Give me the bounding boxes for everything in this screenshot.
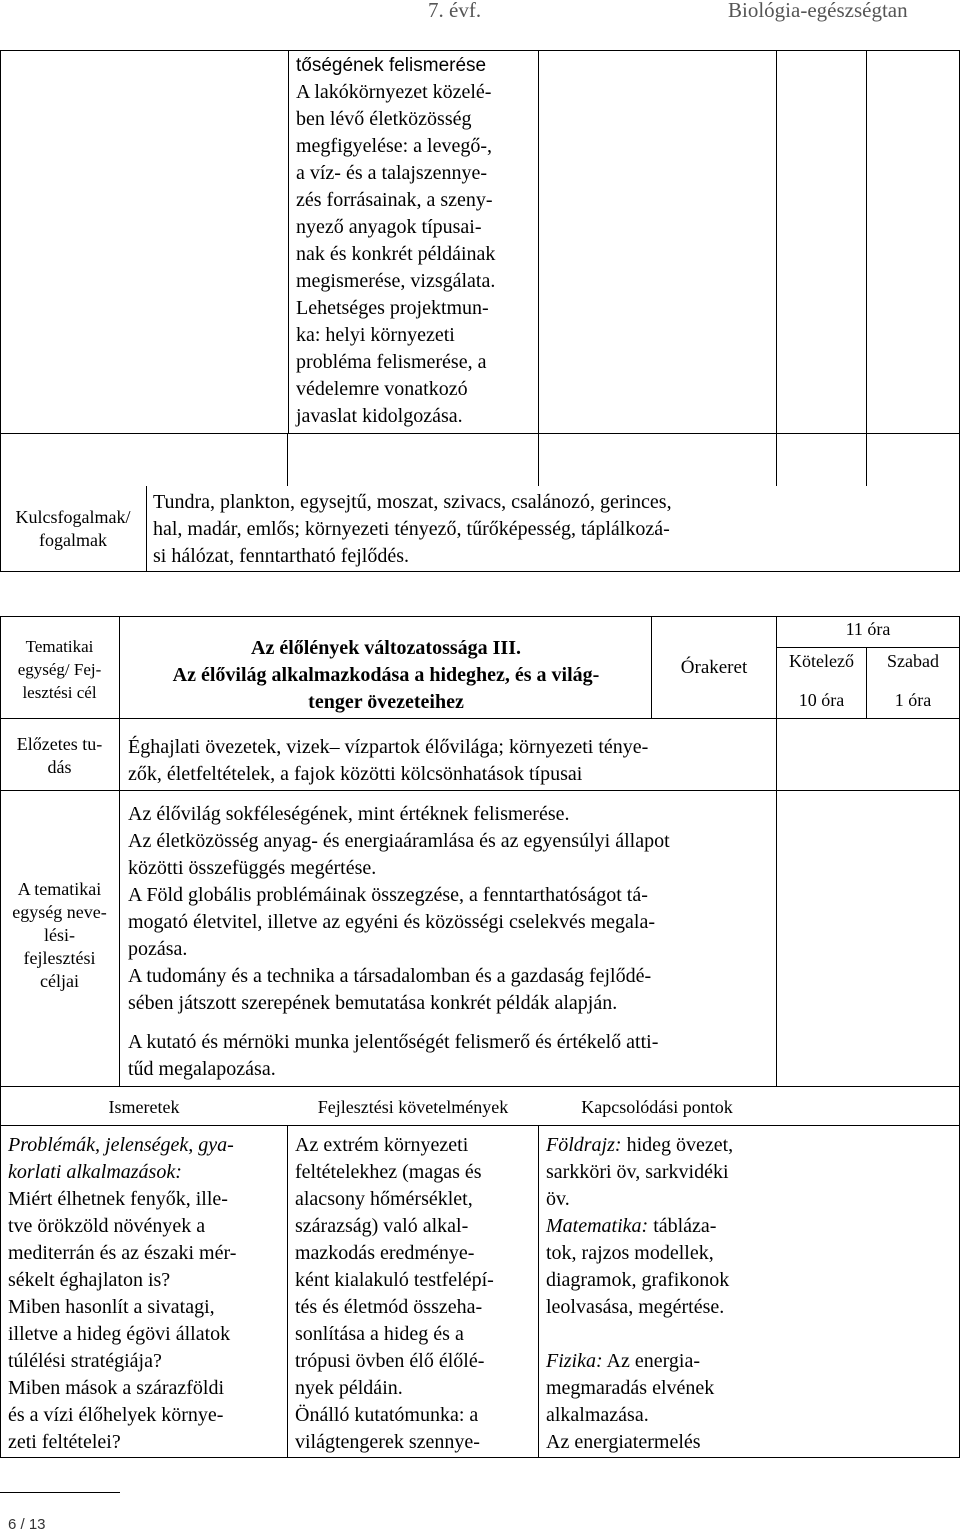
- math-subject: Matematika:: [546, 1215, 649, 1237]
- text-line: a víz- és a talajszennye-: [296, 162, 488, 184]
- math-line: Matematika: tábláza-: [546, 1215, 717, 1237]
- continued-line: tőségének felismerése: [296, 55, 487, 76]
- unit-label: Tematikai egység/ Fej- lesztési cél: [17, 637, 102, 702]
- subject-label: Biológia-egészségtan: [728, 0, 908, 22]
- goals-label: A tematikai egység neve- lési- fejlesztési céljai: [12, 879, 107, 991]
- free-hours: 1 óra: [894, 690, 932, 710]
- text-line: ka: helyi környezeti: [296, 324, 455, 346]
- text-line: Lehetséges projektmun-: [296, 297, 489, 319]
- text-line: nak és konkrét példáinak: [296, 243, 496, 265]
- text-line: zés forrásainak, a szeny-: [296, 189, 493, 211]
- col-header-requirements: Fejlesztési követelmények: [317, 1097, 509, 1117]
- geography-line: Földrajz: hideg övezet,: [546, 1134, 734, 1156]
- text-line: megfigyelése: a levegő-,: [296, 135, 493, 157]
- unit-title: Az élőlények változatossága III. Az élővilág alkalmazkodása a hideghez, és a világ- tenger övezeteihez: [172, 637, 600, 713]
- physics-subject: Fizika:: [546, 1350, 603, 1372]
- key-concepts-label: Kulcsfogalmak/ fogalmak: [15, 507, 131, 550]
- total-hours: 11 óra: [845, 619, 891, 639]
- goals-text: Az élővilág sokféleségének, mint értéknek felismerése. Az életközösség anyag- és energiaáramlása és az egyensúlyi állapot közötti összefüggés megértése. A Föld globális problémáinak összegzése, a fenntarthatóságot tá- mogató életvitel, illetve az egyéni és közösségi cselekvés megala- pozása. A tudomány és a technika a társadalomban és a gazdaság fejlődé- sében játszott szerepének bemutatása konkrét példák alapján.: [128, 803, 670, 1014]
- footer-rule: [0, 1492, 120, 1493]
- col-header-knowledge: Ismeretek: [108, 1097, 180, 1117]
- free-label: Szabad: [887, 651, 939, 671]
- physics-line: Fizika: Az energia-: [546, 1350, 701, 1372]
- mandatory-hours: 10 óra: [798, 690, 845, 710]
- prior-knowledge-label: Előzetes tu- dás: [16, 734, 103, 777]
- text-line: javaslat kidolgozása.: [296, 405, 463, 427]
- page-number: 6 / 13: [8, 1516, 46, 1533]
- page-header: [0, 0, 960, 26]
- knowledge-column: Problémák, jelenségek, gya- korlati alkalmazások: Miért élhetnek fenyők, ille- tve örökzöld növények a mediterrán és az északi mér- sékelt éghajlaton is? Miben hasonlít a sivatagi, illetve a hideg égövi állatok túlélési stratégiája? Miben mások a szárazföldi és a vízi élőhelyek környe- zeti feltételei?: [8, 1134, 237, 1453]
- text-line: védelemre vonatkozó: [296, 378, 468, 400]
- text-line: nyező anyagok típusai-: [296, 216, 482, 238]
- text-line: A lakókörnyezet közelé-: [296, 81, 492, 103]
- mandatory-label: Kötelező: [789, 651, 854, 671]
- key-concepts-text: Tundra, plankton, egysejtű, moszat, szivacs, csalánozó, gerinces, hal, madár, emlős; környezeti tényező, tűrőképesség, táplálkozá- si hálózat, fenntartható fejlődés.: [153, 491, 672, 567]
- geography-subject: Földrajz:: [546, 1134, 622, 1156]
- prior-knowledge-text: Éghajlati övezetek, vizek– vízpartok élővilága; környezeti ténye- zők, életfeltételek, a fajok közötti kölcsönhatások típusai: [128, 736, 649, 785]
- col-header-connections: Kapcsolódási pontok: [581, 1097, 733, 1117]
- hours-label: Órakeret: [680, 657, 748, 678]
- connections-column: Földrajz: hideg övezet, sarkköri öv, sarkvidéki öv. Matematika: tábláza- tok, rajzos modellek, diagramok, grafikonok leolvasása, megértése. Fizika: Az energia- megmaradás elvének alkalmazása. Az energiatermelés: [546, 1134, 734, 1453]
- text-line: probléma felismerése, a: [296, 351, 487, 373]
- requirements-column: Az extrém környezeti feltételekhez (magas és alacsony hőmérséklet, szárazság) való alkal- mazkodás eredménye- ként kialakuló testfelépí- tés és életmód összeha- sonlítása a hideg és a trópusi övben élő élőlé- nyek példáin. Önálló kutatómunka: a világtengerek szennye-: [295, 1134, 494, 1453]
- text-line: ben lévő életközösség: [296, 108, 472, 130]
- goals-text-2: A kutató és mérnöki munka jelentőségét felismerő és értékelő atti- tűd megalapozása.: [128, 1031, 659, 1080]
- text-line: megismerése, vizsgálata.: [296, 270, 496, 292]
- grade-label: 7. évf.: [428, 0, 482, 22]
- top-cell-text: [296, 52, 495, 430]
